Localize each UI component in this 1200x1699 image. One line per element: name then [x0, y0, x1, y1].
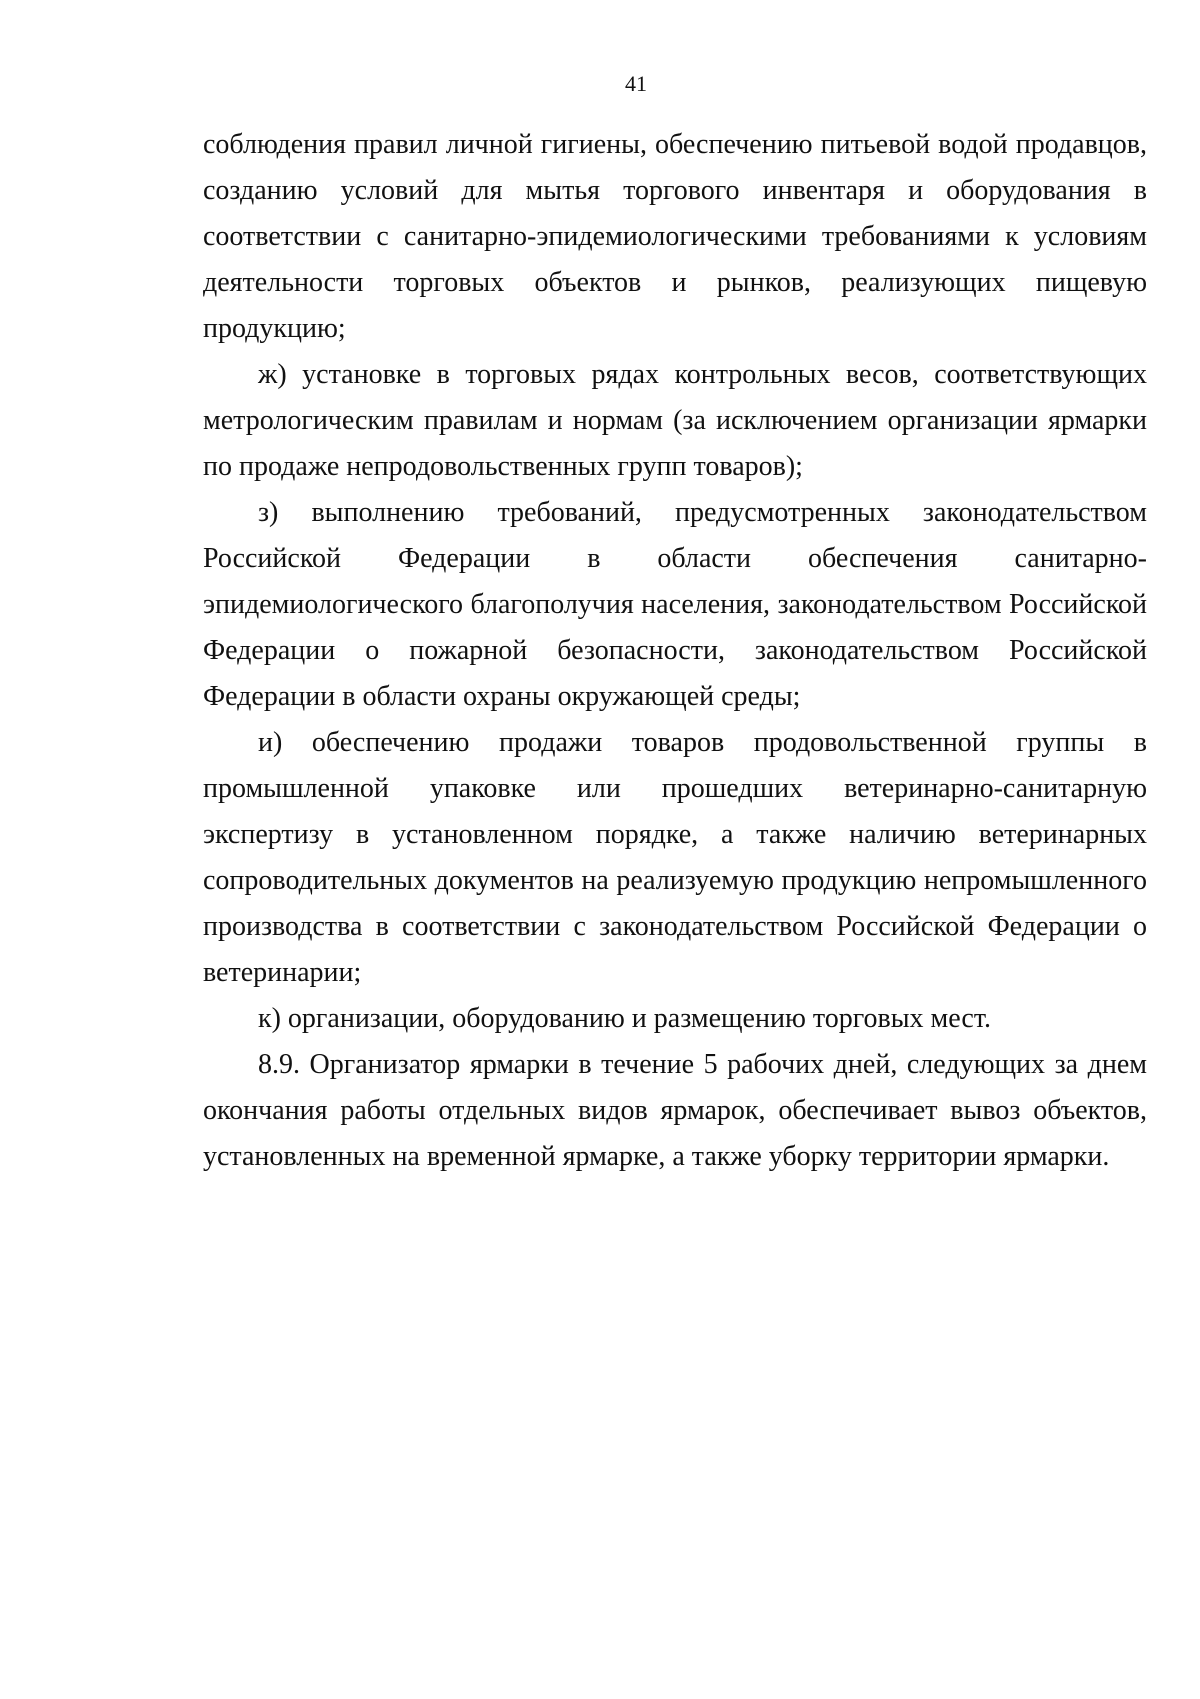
document-body: [203, 122, 1147, 1180]
paragraph-clause-8-9: 8.9. Организатор ярмарки в течение 5 рабочих дней, следующих за днем окончания работы отдельных видов ярмарок, обеспечивает вывоз объектов, установленных на временной ярмарке, а также уборку территории ярмарки.: [203, 1049, 1147, 1172]
paragraph-continuation: соблюдения правил личной гигиены, обеспечению питьевой водой продавцов, созданию условий для мытья торгового инвентаря и оборудования в соответствии с санитарно-эпидемиологическими требованиями к условиям деятельности торговых объектов и рынков, реализующих пищевую продукцию;: [203, 129, 1147, 344]
paragraph-item-zh: ж) установке в торговых рядах контрольных весов, соответствующих метрологическим правилам и нормам (за исключением организации ярмарки по продаже непродовольственных групп товаров);: [203, 359, 1147, 482]
paragraph-item-z: з) выполнению требований, предусмотренных законодательством Российской Федерации в области обеспечения санитарно-эпидемиологического благополучия населения, законодательством Российской Федерации о пожарной безопасности, законодательством Российской Федерации в области охраны окружающей среды;: [203, 497, 1147, 712]
paragraph-item-i: и) обеспечению продажи товаров продовольственной группы в промышленной упаковке или прошедших ветеринарно-санитарную экспертизу в установленном порядке, а также наличию ветеринарных сопроводительных документов на реализуемую продукцию непромышленного производства в соответствии с законодательством Российской Федерации о ветеринарии;: [203, 727, 1147, 988]
page-number: 41: [625, 71, 647, 96]
paragraph-item-k: к) организации, оборудованию и размещению торговых мест.: [258, 1003, 991, 1034]
